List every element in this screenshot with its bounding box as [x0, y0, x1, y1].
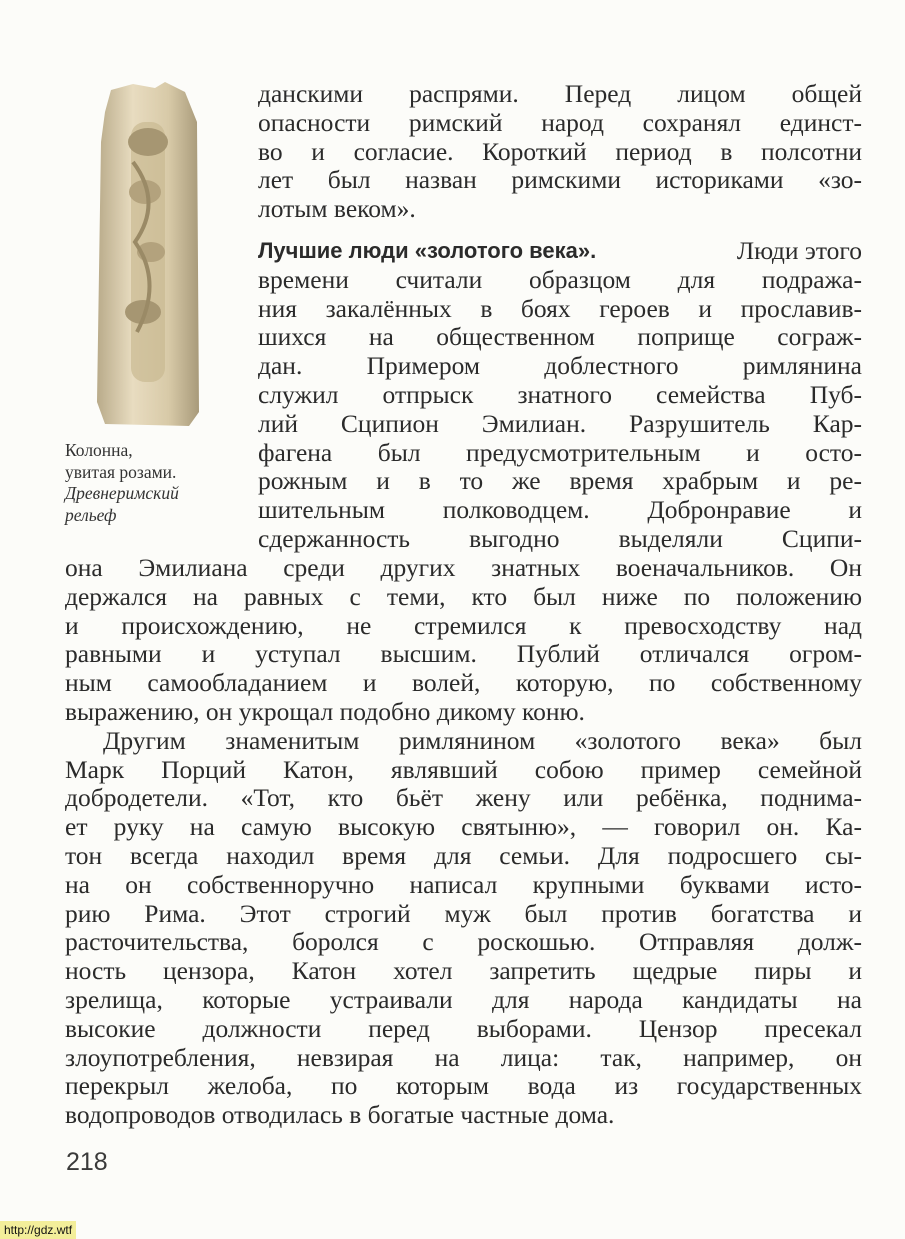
text-line: равными и уступал высшим. Публий отличался огром-	[65, 639, 862, 669]
text-line: рию Рима. Этот строгий муж был против богатства и	[65, 898, 862, 928]
text-line: дан. Примером доблестного римлянина	[258, 351, 862, 381]
text-line: держался на равных с теми, кто был ниже по положению	[65, 581, 862, 611]
watermark-link[interactable]: http://gdz.wtf	[0, 1221, 76, 1239]
text-line: Другим знаменитым римлянином «золотого века» был	[103, 725, 862, 755]
paragraph-1	[258, 80, 862, 224]
text-line: во и согласие. Короткий период в полсотни	[258, 136, 862, 166]
text-line: ния закалённых в боях героев и прославив-	[258, 293, 862, 323]
page-number: 218	[66, 1148, 108, 1176]
caption-italic: рельеф	[65, 504, 117, 525]
text-line: высокие должности перед выборами. Цензор пресекал	[65, 1013, 862, 1043]
text-line: служил отпрыск знатного семейства Пуб-	[258, 379, 862, 409]
figure-caption	[65, 440, 179, 526]
column-relief-image	[93, 82, 205, 428]
section-heading: Лучшие люди «золотого века».	[258, 238, 597, 263]
full-width-text	[65, 554, 862, 1130]
text-line: добродетели. «Тот, кто бьёт жену или ребёнка, поднима-	[65, 783, 862, 813]
text-line: шительным полководцем. Добронравие и	[258, 495, 862, 525]
text-line: выражению, он укрощал подобно дикому коню.	[65, 696, 585, 726]
text-line: зрелища, которые устраивали для народа кандидаты на	[65, 984, 862, 1014]
text-line: Марк Порций Катон, являвший собою пример семейной	[65, 754, 862, 784]
text-line: злоупотребления, невзирая на лица: так, например, он	[65, 1042, 862, 1072]
text-line: рожным и в то же время храбрым и ре-	[258, 466, 862, 496]
text-line: на он собственноручно написал крупными буквами исто-	[65, 869, 862, 899]
text-line: ет руку на самую высокую святыню», — говорил он. Ка-	[65, 812, 862, 842]
text-line: расточительства, боролся с роскошью. Отправляя долж-	[65, 927, 862, 957]
text-line: тон всегда находил время для семьи. Для подросшего сы-	[65, 840, 862, 870]
text-line: данскими распрями. Перед лицом общей	[258, 79, 862, 108]
text-line: ным самообладанием и волей, которую, по собственному	[65, 668, 862, 698]
caption-text: Колонна,	[65, 440, 133, 460]
paragraph-2	[258, 237, 862, 554]
text-line: и происхождению, не стремился к превосходству над	[65, 610, 862, 640]
text-line: сдержанность выгодно выделяли Сципи-	[258, 523, 862, 553]
text-line: ность цензора, Катон хотел запретить щедрые пиры и	[65, 956, 862, 986]
text-line: перекрыл желоба, по которым вода из государственных	[65, 1071, 862, 1101]
caption-italic: Древнеримский	[65, 483, 179, 503]
text-line: опасности римский народ сохранял единст-	[258, 107, 862, 137]
text-line: времени считали образцом для подража-	[258, 264, 862, 294]
caption-text: увитая розами.	[65, 461, 177, 482]
text-line: она Эмилиана среди других знатных военачальников. Он	[65, 553, 862, 582]
text-line: лотым веком».	[258, 194, 416, 224]
text-line: Люди этого	[736, 236, 862, 265]
text-line: фагена был предусмотрительным и осто-	[258, 437, 862, 467]
text-line: лий Сципион Эмилиан. Разрушитель Кар-	[258, 408, 862, 438]
text-line: шихся на общественном поприще сограж-	[258, 322, 862, 352]
text-line: лет был назван римскими историками «зо-	[258, 165, 862, 195]
heading-line	[258, 237, 862, 266]
text-line: водопроводов отводилась в богатые частные дома.	[65, 1100, 615, 1130]
